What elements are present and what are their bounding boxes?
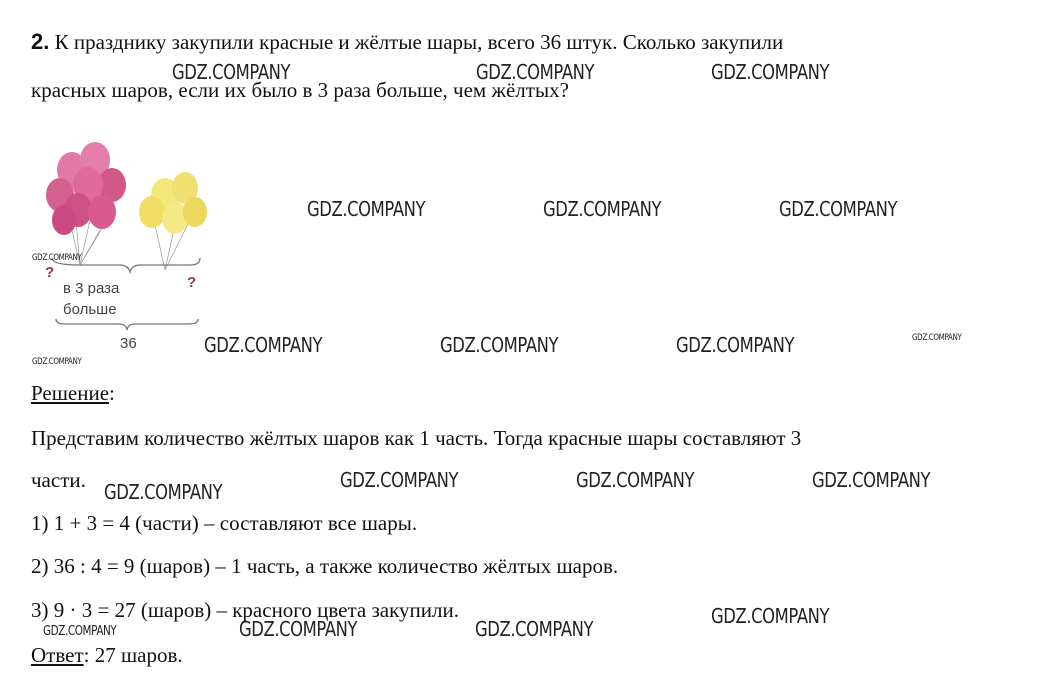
yellow-balloon-shapes [139, 172, 207, 234]
watermark: GDZ.COMPANY [32, 357, 82, 367]
watermark: GDZ.COMPANY [43, 624, 117, 639]
problem-number: 2. [31, 29, 50, 54]
watermark: GDZ.COMPANY [239, 617, 358, 641]
total-brace [55, 318, 200, 332]
watermark: GDZ.COMPANY [543, 197, 662, 221]
solution-heading [31, 380, 115, 406]
problem-line-1 [31, 29, 783, 55]
ratio-label-1: в 3 раза [63, 280, 120, 297]
question-mark-red: ? [45, 264, 55, 281]
solution-step-2: 2) 36 : 4 = 9 (шаров) – 1 часть, а также количество жёлтых шаров. [31, 554, 619, 578]
watermark: GDZ.COMPANY [172, 60, 291, 84]
solution-intro-1: Представим количество жёлтых шаров как 1 часть. Тогда красные шары составляют 3 [31, 426, 802, 450]
ratio-label-2: больше [63, 301, 117, 318]
watermark: GDZ.COMPANY [307, 197, 426, 221]
watermark: GDZ.COMPANY [711, 60, 830, 84]
solution-heading-colon: : [109, 381, 115, 405]
total-label: 36 [120, 335, 137, 352]
solution-heading-text: Решение [31, 381, 110, 405]
solution-step-3: 3) 9 · 3 = 27 (шаров) – красного цвета закупили. [31, 598, 459, 622]
watermark: GDZ.COMPANY [440, 333, 559, 357]
watermark: GDZ.COMPANY [204, 333, 323, 357]
watermark: GDZ.COMPANY [104, 480, 223, 504]
watermark: GDZ.COMPANY [475, 617, 594, 641]
watermark: GDZ.COMPANY [340, 468, 459, 492]
watermark: GDZ.COMPANY [912, 333, 962, 343]
problem-text-1: К празднику закупили красные и жёлтые шары, всего 36 штук. Сколько закупили [54, 30, 784, 54]
solution-step-1: 1) 1 + 3 = 4 (части) – составляют все шары. [31, 511, 418, 535]
watermark: GDZ.COMPANY [812, 468, 931, 492]
red-balloon-shapes [46, 142, 126, 235]
watermark: GDZ.COMPANY [576, 468, 695, 492]
watermark: GDZ.COMPANY [711, 604, 830, 628]
watermark: GDZ.COMPANY [32, 253, 82, 263]
watermark: GDZ.COMPANY [476, 60, 595, 84]
watermark: GDZ.COMPANY [779, 197, 898, 221]
watermark: GDZ.COMPANY [676, 333, 795, 357]
answer-text: : 27 шаров. [83, 643, 183, 667]
problem-text-2: красных шаров, если их было в 3 раза больше, чем жёлтых? [31, 78, 569, 102]
answer-line [31, 642, 183, 668]
question-mark-yellow: ? [187, 274, 197, 291]
solution-intro-2: части. [31, 468, 86, 492]
answer-label: Ответ [31, 643, 84, 667]
